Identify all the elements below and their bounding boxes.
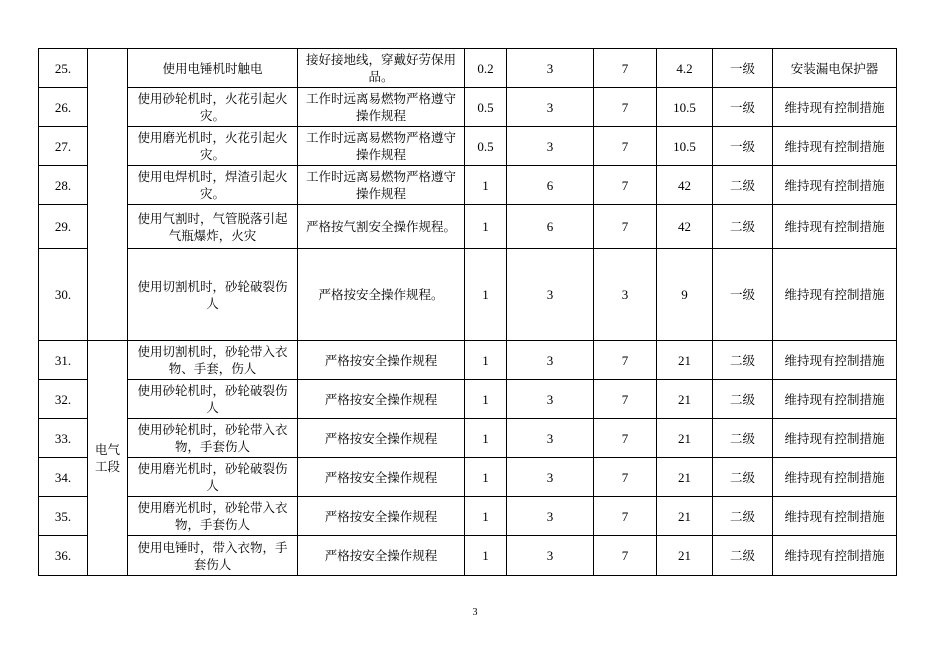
hazard-description: 使用砂轮机时，砂轮破裂伤人 [128, 380, 298, 419]
row-number: 26. [39, 88, 88, 127]
recommended-action: 维持现有控制措施 [773, 419, 897, 458]
likelihood-value: 1 [465, 380, 507, 419]
likelihood-value: 1 [465, 205, 507, 249]
exposure-value: 3 [507, 380, 594, 419]
risk-score: 42 [657, 205, 713, 249]
table-row [39, 380, 897, 419]
hazard-description: 使用砂轮机时，火花引起火灾。 [128, 88, 298, 127]
control-measure: 严格按安全操作规程 [298, 497, 465, 536]
risk-score: 10.5 [657, 88, 713, 127]
row-number: 36. [39, 536, 88, 576]
table-row [39, 341, 897, 380]
control-measure: 严格按安全操作规程 [298, 458, 465, 497]
recommended-action: 维持现有控制措施 [773, 166, 897, 205]
control-measure: 严格按安全操作规程 [298, 341, 465, 380]
row-number: 28. [39, 166, 88, 205]
consequence-value: 3 [594, 249, 657, 341]
hazard-description: 使用砂轮机时，砂轮带入衣物，手套伤人 [128, 419, 298, 458]
control-measure: 严格按安全操作规程 [298, 380, 465, 419]
consequence-value: 7 [594, 205, 657, 249]
row-number: 35. [39, 497, 88, 536]
recommended-action: 维持现有控制措施 [773, 380, 897, 419]
consequence-value: 7 [594, 497, 657, 536]
consequence-value: 7 [594, 341, 657, 380]
recommended-action: 维持现有控制措施 [773, 497, 897, 536]
row-number: 29. [39, 205, 88, 249]
likelihood-value: 0.5 [465, 127, 507, 166]
risk-score: 21 [657, 380, 713, 419]
risk-assessment-table [38, 48, 897, 576]
control-measure: 严格按安全操作规程 [298, 536, 465, 576]
risk-score: 21 [657, 458, 713, 497]
consequence-value: 7 [594, 380, 657, 419]
table-row [39, 249, 897, 341]
risk-level: 二级 [713, 341, 773, 380]
recommended-action: 维持现有控制措施 [773, 536, 897, 576]
hazard-description: 使用电锤时，带入衣物，手套伤人 [128, 536, 298, 576]
consequence-value: 7 [594, 127, 657, 166]
recommended-action: 维持现有控制措施 [773, 341, 897, 380]
consequence-value: 7 [594, 88, 657, 127]
control-measure: 严格按气割安全操作规程。 [298, 205, 465, 249]
hazard-description: 使用电焊机时，焊渣引起火灾。 [128, 166, 298, 205]
risk-score: 21 [657, 536, 713, 576]
risk-score: 21 [657, 341, 713, 380]
section-label [88, 341, 128, 576]
risk-score: 9 [657, 249, 713, 341]
likelihood-value: 1 [465, 249, 507, 341]
risk-score: 42 [657, 166, 713, 205]
risk-level: 二级 [713, 419, 773, 458]
risk-score: 21 [657, 419, 713, 458]
exposure-value: 3 [507, 341, 594, 380]
risk-score: 10.5 [657, 127, 713, 166]
likelihood-value: 1 [465, 419, 507, 458]
likelihood-value: 1 [465, 166, 507, 205]
consequence-value: 7 [594, 49, 657, 88]
exposure-value: 3 [507, 49, 594, 88]
exposure-value: 3 [507, 419, 594, 458]
risk-level: 一级 [713, 49, 773, 88]
risk-level: 二级 [713, 166, 773, 205]
likelihood-value: 1 [465, 458, 507, 497]
row-number: 31. [39, 341, 88, 380]
risk-score: 21 [657, 497, 713, 536]
row-number: 32. [39, 380, 88, 419]
exposure-value: 3 [507, 458, 594, 497]
consequence-value: 7 [594, 166, 657, 205]
exposure-value: 3 [507, 249, 594, 341]
section-cell-blank [88, 49, 128, 341]
exposure-value: 3 [507, 536, 594, 576]
section-label-line: 工段 [94, 459, 120, 474]
likelihood-value: 1 [465, 536, 507, 576]
table-row [39, 205, 897, 249]
risk-level: 二级 [713, 205, 773, 249]
page-number: 3 [472, 607, 478, 618]
recommended-action: 维持现有控制措施 [773, 205, 897, 249]
row-number: 25. [39, 49, 88, 88]
table-row [39, 88, 897, 127]
control-measure: 工作时远离易燃物严格遵守操作规程 [298, 166, 465, 205]
control-measure: 工作时远离易燃物严格遵守操作规程 [298, 127, 465, 166]
table-row [39, 166, 897, 205]
table-row [39, 458, 897, 497]
risk-level: 二级 [713, 536, 773, 576]
likelihood-value: 1 [465, 497, 507, 536]
table-row [39, 49, 897, 88]
consequence-value: 7 [594, 458, 657, 497]
row-number: 34. [39, 458, 88, 497]
recommended-action: 维持现有控制措施 [773, 88, 897, 127]
exposure-value: 6 [507, 166, 594, 205]
section-label-line: 电气 [94, 442, 120, 457]
table-row [39, 419, 897, 458]
table-row [39, 497, 897, 536]
exposure-value: 3 [507, 88, 594, 127]
control-measure: 严格按安全操作规程。 [298, 249, 465, 341]
risk-level: 一级 [713, 127, 773, 166]
exposure-value: 6 [507, 205, 594, 249]
table-row [39, 127, 897, 166]
exposure-value: 3 [507, 127, 594, 166]
hazard-description: 使用切割机时，砂轮破裂伤人 [128, 249, 298, 341]
risk-level: 二级 [713, 497, 773, 536]
recommended-action: 安装漏电保护器 [773, 49, 897, 88]
hazard-description: 使用气割时，气管脱落引起气瓶爆炸，火灾 [128, 205, 298, 249]
exposure-value: 3 [507, 497, 594, 536]
recommended-action: 维持现有控制措施 [773, 127, 897, 166]
table-body [39, 49, 897, 576]
likelihood-value: 0.2 [465, 49, 507, 88]
hazard-description: 使用磨光机时，砂轮破裂伤人 [128, 458, 298, 497]
risk-level: 二级 [713, 458, 773, 497]
likelihood-value: 1 [465, 341, 507, 380]
hazard-description: 使用磨光机时，火花引起火灾。 [128, 127, 298, 166]
control-measure: 工作时远离易燃物严格遵守操作规程 [298, 88, 465, 127]
risk-level: 二级 [713, 380, 773, 419]
row-number: 33. [39, 419, 88, 458]
risk-level: 一级 [713, 88, 773, 127]
row-number: 27. [39, 127, 88, 166]
hazard-description: 使用切割机时，砂轮带入衣物、手套，伤人 [128, 341, 298, 380]
control-measure: 严格按安全操作规程 [298, 419, 465, 458]
recommended-action: 维持现有控制措施 [773, 458, 897, 497]
risk-score: 4.2 [657, 49, 713, 88]
control-measure: 接好接地线，穿戴好劳保用品。 [298, 49, 465, 88]
consequence-value: 7 [594, 419, 657, 458]
recommended-action: 维持现有控制措施 [773, 249, 897, 341]
table-row [39, 536, 897, 576]
consequence-value: 7 [594, 536, 657, 576]
hazard-description: 使用电锤机时触电 [128, 49, 298, 88]
hazard-description: 使用磨光机时，砂轮带入衣物，手套伤人 [128, 497, 298, 536]
likelihood-value: 0.5 [465, 88, 507, 127]
row-number: 30. [39, 249, 88, 341]
risk-level: 一级 [713, 249, 773, 341]
